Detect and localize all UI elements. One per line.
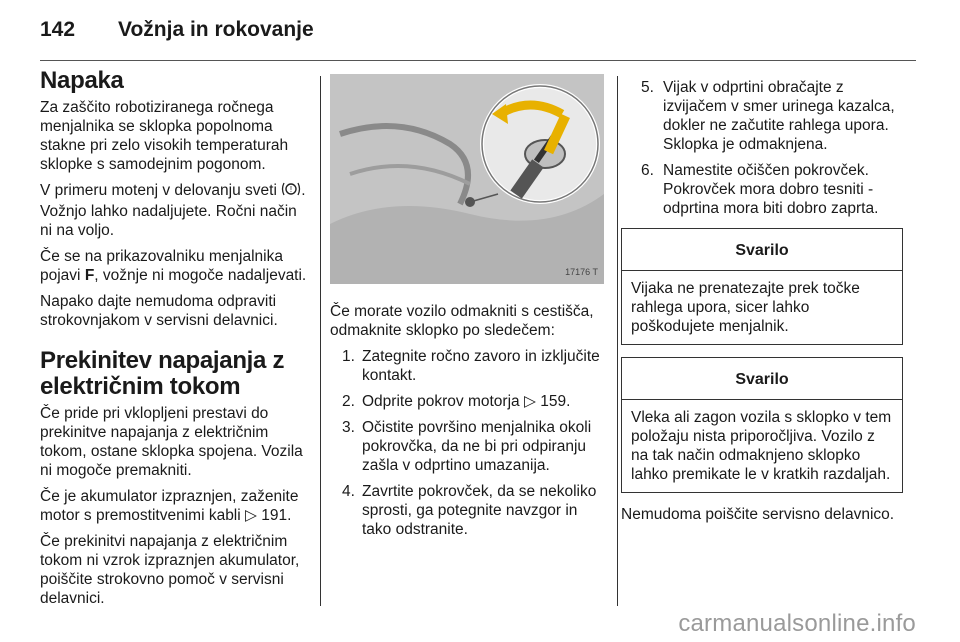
engine-bay-illustration <box>330 74 604 284</box>
step-text: Namestite očiščen pokrovček. Pokrovček mora dobro tesniti - odprtina mora biti dobro zaprta. <box>663 162 879 217</box>
step-text: Očistite površino menjalnika okoli pokrovčka, da ne bi pri odpiranju zašla v odprtino umazanija. <box>362 419 592 474</box>
engine-bay-photo <box>330 74 604 284</box>
column-divider-2 <box>617 76 618 606</box>
paragraph-6 <box>40 487 308 525</box>
paragraph-3-text-a: Če se na prikazovalniku menjalnika pojavi <box>40 248 283 284</box>
warning-box-2 <box>621 357 903 493</box>
step-text: Zavrtite pokrovček, da se nekoliko sprosti, ga potegnite navzgor in tako odstranite. <box>362 483 597 538</box>
intro-paragraph: Če morate vozilo odmakniti s cestišča, odmaknite sklopko po sledečem: <box>330 303 594 339</box>
step-number: 1. <box>342 348 355 365</box>
column-middle <box>330 68 606 546</box>
page-ref-191[interactable]: 191 <box>261 507 288 524</box>
column-left <box>40 68 308 615</box>
watermark: carmanualsonline.info <box>678 610 916 637</box>
list-item <box>330 392 606 411</box>
paragraph-5: Če pride pri vklopljeni prestavi do prekinitve napajanja z električnim tokom, ostane sklopka spojena. Vozila ni mogoče premakniti. <box>40 405 303 479</box>
step-number: 4. <box>342 483 355 500</box>
closing-paragraph: Nemudoma poiščite servisno delavnico. <box>621 506 895 523</box>
list-item <box>330 418 606 475</box>
image-code: 17176 T <box>565 267 598 277</box>
warning-gear-icon <box>281 181 301 202</box>
paragraph-2 <box>40 181 308 240</box>
heading-napaka: Napaka <box>40 67 124 94</box>
paragraph-4: Napako dajte nemudoma odpraviti strokovnjakom v servisni delavnici. <box>40 293 278 329</box>
warning-body: Vleka ali zagon vozila s sklopko v tem položaju nista priporočljiva. Vozilo z na tak način odmaknjeno sklopko lahko premikate le v kratkih razdaljah. <box>631 409 892 483</box>
page-ref-159[interactable]: 159 <box>540 393 567 410</box>
paragraph-6-text-b: . <box>287 507 292 524</box>
column-divider-1 <box>320 76 321 606</box>
paragraph-7: Če prekinitvi napajanja z električnim tokom ni vzrok izpraznjen akumulator, poiščite strokovno pomoč v servisni delavnici. <box>40 533 300 607</box>
step-number: 5. <box>641 79 654 96</box>
svg-text:!: ! <box>290 185 293 194</box>
column-right <box>621 78 903 531</box>
paragraph-6-text-a: Če je akumulator izpraznjen, zaženite motor s premostitvenimi kabli <box>40 488 299 524</box>
paragraph-1: Za zaščito robotiziranega ročnega menjalnika se sklopka popolnoma stakne pri zelo visokih temperaturah sklopke s samodejnim pogonom. <box>40 99 289 173</box>
list-item <box>330 482 606 539</box>
list-item <box>621 161 903 218</box>
chapter-title: Vožnja in rokovanje <box>118 18 314 41</box>
list-item <box>621 78 903 154</box>
paragraph-3 <box>40 247 308 285</box>
page-header <box>40 18 314 42</box>
list-item <box>330 347 606 385</box>
step-text: Odprite pokrov motorja <box>362 393 524 410</box>
warning-body: Vijaka ne prenatezajte prek točke rahlega upora, sicer lahko poškodujete menjalnik. <box>631 280 860 335</box>
step-number: 6. <box>641 162 654 179</box>
step-text: Zategnite ročno zavoro in izključite kontakt. <box>362 348 600 384</box>
page-ref-arrow-icon: ▷ <box>523 393 541 410</box>
paragraph-3-text-b: , vožnje ni mogoče nadaljevati. <box>94 267 307 284</box>
steps-list-2 <box>621 78 903 218</box>
step-number: 3. <box>342 419 355 436</box>
display-letter-f: F <box>84 267 95 284</box>
step-number: 2. <box>342 393 355 410</box>
paragraph-2-text-a: V primeru motenj v delovanju sveti <box>40 182 282 199</box>
heading-power-cut: Prekinitev napajanja z električnim tokom <box>40 347 285 400</box>
step-text-end: . <box>566 393 571 410</box>
header-rule <box>40 60 916 61</box>
warning-title: Svarilo <box>622 358 902 400</box>
steps-list-1 <box>330 347 606 539</box>
page-number: 142 <box>40 18 76 41</box>
step-text: Vijak v odprtini obračajte z izvijačem v smer urinega kazalca, dokler ne začutite rahlega upora. Sklopka je odmaknjena. <box>663 79 895 153</box>
warning-title: Svarilo <box>622 229 902 271</box>
page-ref-arrow-icon: ▷ <box>245 507 262 524</box>
warning-box-1 <box>621 228 903 345</box>
paragraph-2-text-b: . Vožnjo lahko nadaljujete. Ročni način ni na voljo. <box>40 182 306 239</box>
